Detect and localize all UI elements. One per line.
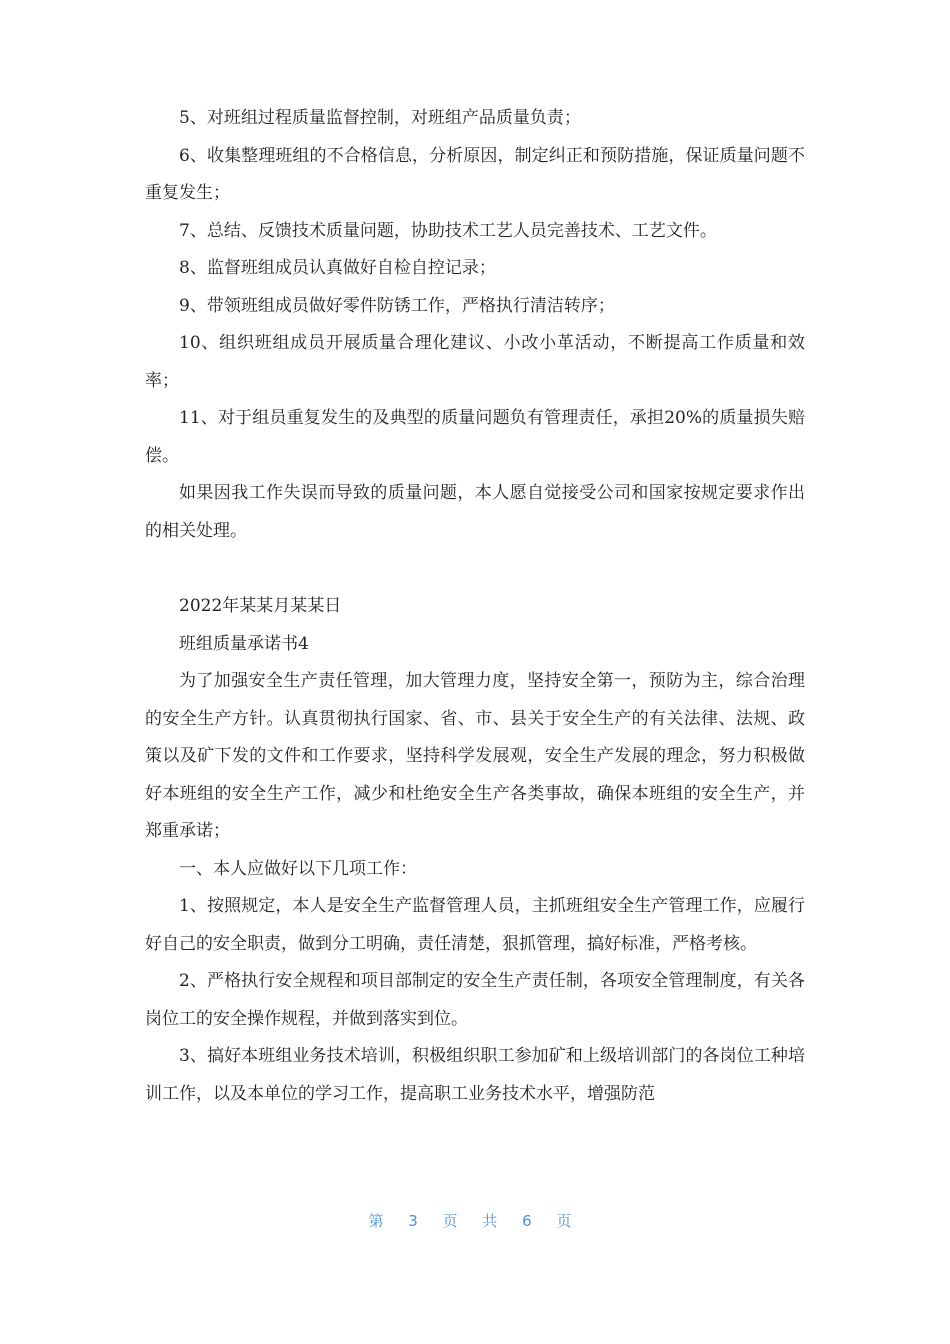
paragraph-item-11: 11、对于组员重复发生的及典型的质量问题负有管理责任，承担20%的质量损失赔偿。 xyxy=(145,408,805,466)
intro-paragraph: 为了加强安全生产责任管理，加大管理力度，坚持安全第一，预防为主，综合治理的安全生产方针。认真贯彻执行国家、省、市、县关于安全生产的有关法律、法规、政策以及矿下发的文件和工作要求，坚持科学发展观，安全生产发展的理念，努力积极做好本班组的安全生产工作，减少和杜绝安全生产各类事故，确保本班组的安全生产，并郑重承诺； xyxy=(145,671,805,841)
document-body xyxy=(145,100,805,1113)
paragraph-item-10: 10、组织班组成员开展质量合理化建议、小改小革活动，不断提高工作质量和效率； xyxy=(145,333,805,391)
page-indicator: 第 3 页 共 6 页 xyxy=(368,1212,582,1230)
paragraph-item-6: 6、收集整理班组的不合格信息，分析原因，制定纠正和预防措施，保证质量问题不重复发生； xyxy=(145,145,805,203)
subheading: 一、本人应做好以下几项工作： xyxy=(179,858,417,879)
paragraph-item-7: 7、总结、反馈技术质量问题，协助技术工艺人员完善技术、工艺文件。 xyxy=(179,220,717,241)
section-title: 班组质量承诺书4 xyxy=(179,633,309,654)
duty-item-1: 1、按照规定，本人是安全生产监督管理人员，主抓班组安全生产管理工作，应履行好自己的安全职责，做到分工明确，责任清楚，狠抓管理，搞好标准，严格考核。 xyxy=(145,896,805,954)
spacer xyxy=(145,550,805,588)
paragraph-item-9: 9、带领班组成员做好零件防锈工作，严格执行清洁转序； xyxy=(179,295,615,316)
duty-item-2: 2、严格执行安全规程和项目部制定的安全生产责任制，各项安全管理制度，有关各岗位工的安全操作规程，并做到落实到位。 xyxy=(145,971,805,1029)
duty-item-3: 3、搞好本班组业务技术培训，积极组织职工参加矿和上级培训部门的各岗位工种培训工作，以及本单位的学习工作，提高职工业务技术水平，增强防范 xyxy=(145,1046,805,1104)
paragraph-item-5: 5、对班组过程质量监督控制，对班组产品质量负责； xyxy=(179,108,581,128)
document-date: 2022年某某月某某日 xyxy=(179,596,342,616)
paragraph-item-8: 8、监督班组成员认真做好自检自控记录； xyxy=(179,258,496,278)
closing-statement: 如果因我工作失误而导致的质量问题，本人愿自觉接受公司和国家按规定要求作出的相关处理。 xyxy=(145,483,805,541)
